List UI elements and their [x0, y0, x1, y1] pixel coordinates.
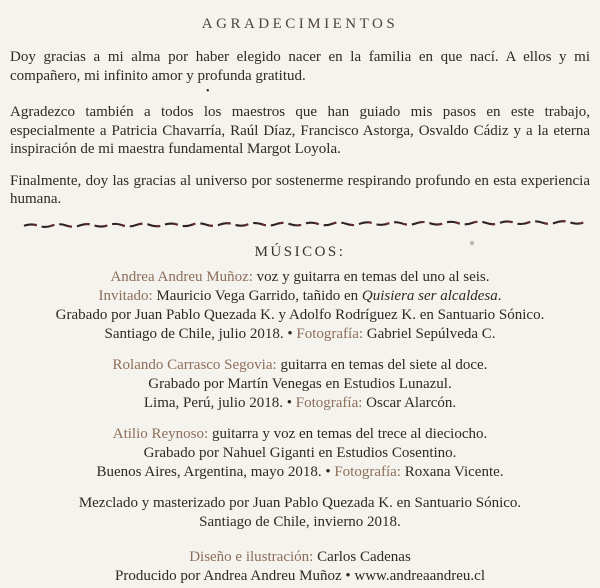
photo-credit-text: Roxana Vicente.	[400, 463, 504, 480]
song-title: Quisiera ser alcaldesa	[361, 287, 498, 304]
credit-line-recording: Grabado por Nahuel Giganti en Estudios Cosentino.	[143, 444, 457, 461]
credit-block-rolando	[10, 356, 590, 413]
credit-line-role	[10, 425, 590, 444]
credit-line-place-photo	[10, 394, 590, 413]
photo-label: Fotografía:	[295, 394, 363, 411]
paragraph-separator	[10, 86, 590, 98]
acknowledgement-paragraph-2: Agradezco también a todos los maestros que han guiado mis pasos en este trabajo, especialmente a Patricia Chavarría, Raúl Díaz, Francisco Astorga, Osvaldo Cádiz y a la eterna inspiración de mi maestra fundamental Margot Loyola.	[10, 104, 590, 157]
credits-section	[10, 268, 590, 586]
section-divider	[22, 215, 594, 230]
credit-block-mixing	[10, 494, 590, 532]
credit-block-atilio	[10, 425, 590, 482]
photo-credit-text: Oscar Alarcón.	[362, 394, 457, 411]
design-credit-text: Carlos Cadenas	[313, 548, 411, 565]
wavy-divider-line	[22, 216, 594, 231]
credit-line-produced-by: Producido por Andrea Andreu Muñoz • www.andreaandreu.cl	[114, 567, 485, 584]
musician-role-text: voz y guitarra en temas del uno al seis.	[252, 268, 490, 285]
credit-line-place-photo	[10, 325, 590, 344]
place-date-text: Buenos Aires, Argentina, mayo 2018. •	[96, 463, 335, 480]
credit-line-guest	[10, 287, 590, 306]
musician-name-label: Andrea Andreu Muñoz:	[110, 268, 253, 285]
photo-credit-text: Gabriel Sepúlveda C.	[363, 325, 496, 342]
guest-text: Mauricio Vega Garrido, tañido en	[152, 287, 362, 304]
credit-line-mixing-place: Santiago de Chile, invierno 2018.	[199, 513, 401, 530]
credit-line-recording: Grabado por Juan Pablo Quezada K. y Adolfo Rodríguez K. en Santuario Sónico.	[55, 306, 545, 323]
credit-line-role	[10, 268, 590, 287]
place-date-text: Santiago de Chile, julio 2018. •	[104, 325, 297, 342]
guest-text-end: .	[497, 287, 502, 304]
design-label: Diseño e ilustración:	[189, 548, 314, 565]
musician-role-text: guitarra y voz en temas del trece al dieciocho.	[208, 425, 488, 442]
musician-name-label: Rolando Carrasco Segovia:	[112, 356, 277, 373]
credit-line-place-photo	[10, 463, 590, 482]
credit-block-andrea	[10, 268, 590, 344]
musician-role-text: guitarra en temas del siete al doce.	[276, 356, 488, 373]
photo-label: Fotografía:	[334, 463, 401, 480]
photo-label: Fotografía:	[296, 325, 364, 342]
credit-block-production	[10, 548, 590, 586]
guest-label: Invitado:	[98, 287, 153, 304]
credit-line-mixing: Mezclado y masterizado por Juan Pablo Quezada K. en Santuario Sónico.	[78, 494, 522, 511]
acknowledgement-paragraph-1: Doy gracias a mi alma por haber elegido nacer en la familia en que nací. A ellos y mi compañero, mi infinito amor y profunda gratitud.	[10, 49, 590, 84]
musician-name-label: Atilio Reynoso:	[112, 425, 209, 442]
place-date-text: Lima, Perú, julio 2018. •	[143, 394, 296, 411]
acknowledgement-paragraph-3: Finalmente, doy las gracias al universo por sostenerme respirando profundo en esta experiencia humana.	[10, 172, 590, 207]
scan-speck	[470, 241, 474, 245]
credit-line-role	[10, 356, 590, 375]
credit-line-recording: Grabado por Martín Venegas en Estudios Lunazul.	[148, 375, 452, 392]
separator-dot: •	[206, 86, 210, 97]
credit-line-design	[10, 548, 590, 567]
musicians-heading: MÚSICOS:	[254, 243, 346, 260]
page-title: AGRADECIMIENTOS	[201, 16, 399, 32]
